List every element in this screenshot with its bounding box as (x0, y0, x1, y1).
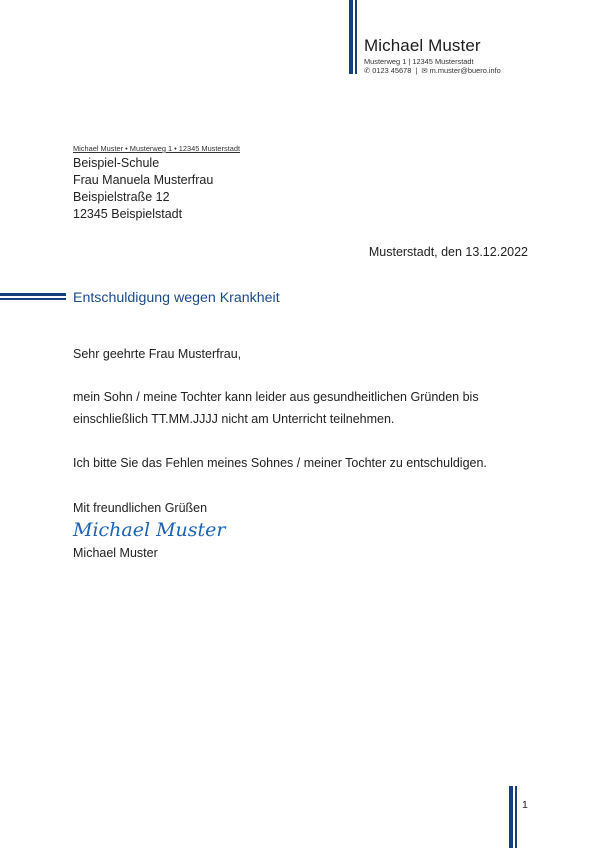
body-paragraph-2: Ich bitte Sie das Fehlen meines Sohnes / meiner Tochter zu entschuldigen. (73, 456, 487, 470)
sender-name: Michael Muster (364, 36, 481, 55)
sender-contact (364, 66, 501, 75)
salutation: Sehr geehrte Frau Musterfrau, (73, 347, 242, 361)
body-paragraph-1: mein Sohn / meine Tochter kann leider aus gesundheitlichen Gründen bis einschließlich TT.MM.JJJJ nicht am Unterricht teilnehmen. (73, 390, 479, 426)
subject-accent-bars (0, 293, 70, 303)
handwritten-signature: Michael Muster (73, 519, 226, 541)
header-accent-bar-thin (355, 0, 357, 74)
page-number: 1 (522, 799, 528, 811)
subject-line: Entschuldigung wegen Krankheit (73, 290, 280, 306)
recipient-line-3: Beispielstraße 12 (73, 190, 170, 204)
envelope-icon: ✉ (421, 66, 428, 75)
header-accent-bars (349, 0, 359, 74)
closing-phrase: Mit freundlichen Grüßen (73, 501, 208, 515)
recipient-line-4: 12345 Beispielstadt (73, 207, 183, 221)
signer-name: Michael Muster (73, 546, 158, 560)
footer-accent-bar-thick (509, 786, 513, 848)
footer-accent-bars (509, 786, 519, 848)
letter-date: Musterstadt, den 13.12.2022 (368, 245, 528, 259)
contact-separator: | (415, 66, 418, 75)
recipient-line-2: Frau Manuela Musterfrau (73, 173, 214, 187)
sender-phone: 0123 45678 (372, 66, 412, 75)
subject-accent-bar-thin (0, 298, 66, 300)
footer-accent-bar-thin (515, 786, 517, 848)
recipient-line-1: Beispiel-Schule (73, 156, 160, 170)
return-address-line: Michael Muster • Musterweg 1 • 12345 Musterstadt (73, 144, 241, 153)
sender-email: m.muster@buero.info (429, 66, 501, 75)
recipient-block (73, 155, 213, 223)
sender-address: Musterweg 1 | 12345 Musterstadt (364, 57, 474, 66)
phone-icon: ✆ (364, 66, 371, 75)
header-accent-bar-thick (349, 0, 353, 74)
subject-accent-bar-thick (0, 293, 66, 296)
